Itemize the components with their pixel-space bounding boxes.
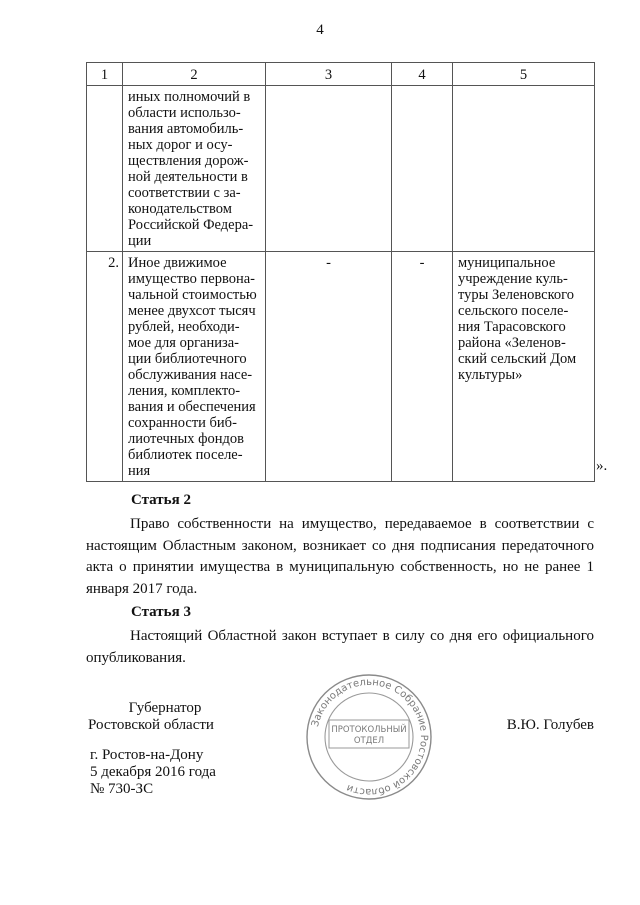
- recipient-cell: [453, 252, 595, 482]
- col4-cell: -: [392, 252, 453, 482]
- property-table: [86, 62, 595, 482]
- row-number-cell: [87, 86, 123, 252]
- signatory-name: В.Ю. Голубев: [506, 717, 594, 733]
- cell-text-line: района «Зеленов-: [458, 335, 566, 351]
- header-cell: 2: [123, 63, 266, 86]
- closing-quote-mark: ».: [596, 458, 608, 474]
- col4-cell: [392, 86, 453, 252]
- stamp-center-line1: ПРОТОКОЛЬНЫЙ: [331, 725, 407, 735]
- article-2-text: Право собственности на имущество, передаваемое в соответствии с настоящим Областным законом, возникает со дня подписания передаточного акта о принятии имущества в муниципальную собственность, но не ранее 1 января 2017 года.: [86, 516, 594, 597]
- cell-text-line: сохранности биб-: [128, 415, 237, 431]
- col3-cell: [266, 86, 392, 252]
- header-cell: 1: [87, 63, 123, 86]
- cell-text-line: ных дорог и осу-: [128, 137, 233, 153]
- cell-text-line: иных полномочий в: [128, 89, 251, 105]
- article-2-heading: Статья 2: [131, 492, 191, 508]
- cell-text-line: соответствии с за-: [128, 185, 241, 201]
- cell-text-line: рублей, необходи-: [128, 319, 240, 335]
- cell-text-line: ский сельский Дом: [458, 351, 577, 367]
- article-3-text: Настоящий Областной закон вступает в силу со дня его официального опубликования.: [86, 628, 594, 666]
- cell-text-line: ной деятельности в: [128, 169, 248, 185]
- recipient-cell: [453, 86, 595, 252]
- cell-text-line: лиотечных фондов: [128, 431, 245, 447]
- header-cell: 5: [453, 63, 595, 86]
- article-3-heading: Статья 3: [131, 604, 191, 620]
- official-stamp: [304, 672, 434, 802]
- property-name-cell: [123, 86, 266, 252]
- row-number-cell: 2.: [87, 252, 123, 482]
- cell-text-line: менее двухсот тысяч: [128, 303, 256, 319]
- cell-text-line: чальной стоимостью: [128, 287, 257, 303]
- stamp-ring-text: Законодательное Собрание Ростовской области: [310, 676, 430, 798]
- header-cell: 3: [266, 63, 392, 86]
- cell-text-line: конодательством: [128, 201, 232, 217]
- table-row: [87, 86, 595, 252]
- place-of-signing: г. Ростов-на-Дону: [90, 747, 204, 763]
- cell-text-line: ции библиотечного: [128, 351, 247, 367]
- cell-text-line: имущество первона-: [128, 271, 256, 287]
- header-cell: 4: [392, 63, 453, 86]
- signatory-title-line2: Ростовской области: [88, 717, 214, 733]
- cell-text-line: Иное движимое: [128, 255, 227, 271]
- stamp-center-line2: ОТДЕЛ: [353, 736, 385, 746]
- property-name-cell: [123, 252, 266, 482]
- cell-text-line: обслуживания насе-: [128, 367, 253, 383]
- cell-text-line: муниципальное: [458, 255, 556, 271]
- cell-text-line: ния: [128, 463, 151, 479]
- cell-text-line: Российской Федера-: [128, 217, 254, 233]
- table-header-row: [87, 63, 595, 86]
- cell-text-line: вания автомобиль-: [128, 121, 244, 137]
- cell-text-line: ции: [128, 233, 152, 249]
- cell-text-line: библиотек поселе-: [128, 447, 243, 463]
- signatory-title-line1: Губернатор: [128, 700, 202, 716]
- cell-text-line: сельского поселе-: [458, 303, 569, 319]
- cell-text-line: ществления дорож-: [128, 153, 249, 169]
- cell-text-line: области использо-: [128, 105, 241, 121]
- cell-text-line: ления, комплекто-: [128, 383, 241, 399]
- cell-text-line: культуры»: [458, 367, 523, 383]
- date-of-signing: 5 декабря 2016 года: [90, 764, 216, 780]
- cell-text-line: мое для организа-: [128, 335, 239, 351]
- cell-text-line: ния Тарасовского: [458, 319, 566, 335]
- cell-text-line: вания и обеспечения: [128, 399, 256, 415]
- page-number: 4: [316, 22, 324, 38]
- cell-text-line: учреждение куль-: [458, 271, 568, 287]
- cell-text-line: туры Зеленовского: [458, 287, 574, 303]
- law-number: № 730-ЗС: [90, 781, 154, 797]
- col3-cell: -: [266, 252, 392, 482]
- table-row: [87, 252, 595, 482]
